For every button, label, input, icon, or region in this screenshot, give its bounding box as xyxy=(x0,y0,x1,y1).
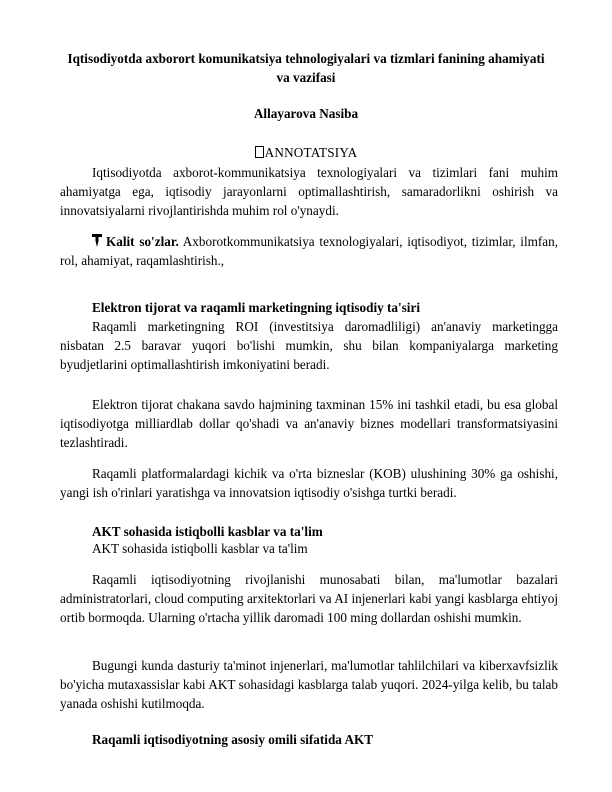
paragraph: Bugungi kunda dasturiy ta'minot injenerlari, ma'lumotlar tahlilchilari va kiberxavfsizlik bo'yicha mutaxassislar kabi AKT sohasidagi kasblarga talab yuqori. 2024-yilga kelib, bu talab yanada oshishi kutilmoqda. xyxy=(60,658,558,712)
paragraph: Raqamli platformalardagi kichik va o'rta bizneslar (KOB) ulushining 30% ga oshishi, yangi ish o'rinlari yaratishga va innovatsion iqtisodiy o'sishga turtki beradi. xyxy=(60,466,558,501)
keywords-paragraph xyxy=(60,232,558,270)
paragraph: Elektron tijorat chakana savdo hajmining taxminan 15% ini tashkil etadi, bu esa global iqtisodiyotga milliardlab dollar qo'shadi va an'anaviy biznes modellari transformatsiyasini tezlashtiradi. xyxy=(60,397,558,451)
author-name: Allayarova Nasiba xyxy=(253,106,359,121)
section-heading: AKT sohasida istiqbolli kasblar va ta'lim xyxy=(92,524,323,539)
pushpin-icon xyxy=(92,234,102,247)
keywords-label: Kalit so'zlar. xyxy=(106,234,179,249)
annotation-heading xyxy=(60,144,552,162)
annotation-text: Iqtisodiyotda axborot-kommunikatsiya texnologiyalari va tizimlari fani muhim ahamiyatga ega, iqtisodiy jarayonlarni optimallashtirish, samaradorlikni oshirish va innovatsiyalarni rivojlantirishda muhim rol o'ynaydi. xyxy=(60,165,558,219)
annotation-heading-text: ANNOTATSIYA xyxy=(264,145,358,160)
document-title: Iqtisodiyotda axborort komunikatsiya tehnologiyalari va tizmlari fanining ahamiyati va vazifasi xyxy=(67,51,545,85)
paragraph: Raqamli marketingning ROI (investitsiya daromadliligi) an'anaviy marketingga nisbatan 2.5 baravar yuqori bo'lishi mumkin, shu bilan kompaniyalarga marketing byudjetlarini optimallashtirish imkoniyatini beradi. xyxy=(60,319,558,373)
section-subheading: AKT sohasida istiqbolli kasblar va ta'lim xyxy=(92,541,308,556)
section-heading: Elektron tijorat va raqamli marketingning iqtisodiy ta'siri xyxy=(92,300,420,315)
keywords-text: Axborotkommunikatsiya texnologiyalari, iqtisodiyot, tizimlar, ilmfan, rol, ahamiyat, raqamlashtirish., xyxy=(60,234,558,269)
section-heading: Raqamli iqtisodiyotning asosiy omili sifatida AKT xyxy=(92,732,374,747)
missing-glyph-icon xyxy=(255,146,264,158)
paragraph: Raqamli iqtisodiyotning rivojlanishi munosabati bilan, ma'lumotlar bazalari administratorlari, cloud computing arxitektorlari va AI injenerlari kabi yangi kasblarga ehtiyoj ortib bormoqda. Ularning o'rtacha yillik daromadi 100 ming dollardan oshishi mumkin. xyxy=(60,572,558,626)
